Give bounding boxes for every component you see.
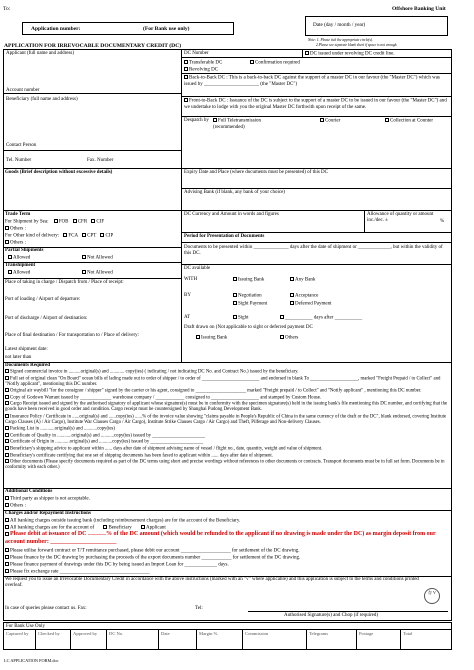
request-text: We request you to issue an Irrevocable Documentary Credit in accordance with the above instructions (marked with an "√" where applicable) and this application is subject to the terms and conditions printed overleaf. [5,577,419,588]
place-of-taking-label: Place of taking in charge / Dispatch from / Place of receipt: [5,280,124,285]
doc-item-text: Full set of original clean "On Board" ocean bills of lading made out to order of shipper / to order of ________________________ and endorsed in blank To ____________________, marked "Freight Prepaid / to Collect" and "Notify applicant", mentioning this DC number. [5,376,441,387]
col-label: Approved by [73,631,98,636]
goods-label: Goods (Brief description without excessive details) [5,170,113,175]
table-cell[interactable] [71,630,107,650]
sight-option[interactable] [233,315,249,322]
front-to-back-label: Front-to-Back DC : Issuance of the DC is subject to the support of a master DC to be issued in our favour (the "Master DC") and we undertake to lodge with you the original Master DC forthwith upon receipt of the same. [184,98,447,110]
col-label: Checked by [38,631,60,636]
table-cell[interactable] [197,630,243,650]
table-cell[interactable] [107,630,159,650]
checkbox[interactable] [103,525,107,529]
authorised-signature-label: Authorised Signature(s) and Chop (if required) [284,613,379,618]
checkbox[interactable] [5,503,9,507]
doc-item-text: Copy of Godown Warrant issued by _____________ warehouse company / ____________ consigned to ____________________ and stamped by Custom House. [10,395,322,401]
to-label: To: [3,6,11,12]
doc-item-text: Beneficiary's certificate certifying that one set of shipping documents has been faxed to applicant within ...... days after date of shipment. [10,453,273,459]
doc-item-text: Certificate of Quality in ............original(s) and ...........copy(ies) issued by ______________________ [10,433,206,439]
col-label: Captured by [6,631,29,636]
checkbox[interactable] [5,369,9,373]
checkbox[interactable] [5,388,9,392]
charges-title: Charges and/or Repayment Instructions [5,511,91,516]
port-loading-label: Port of loading / Airport of departure: [5,297,81,302]
checkbox[interactable] [290,293,294,297]
any-bank-label: Any Bank [295,277,316,283]
draft-others-option[interactable] [280,335,298,342]
checkbox[interactable] [82,255,86,259]
checkbox[interactable] [5,240,9,244]
third-party-label: Third party as shipper is not acceptable. [10,496,90,502]
cpt-label: CPT [87,233,97,239]
with-label: WITH [184,277,198,282]
doc-item[interactable] [5,388,450,394]
checkbox[interactable] [5,426,9,430]
checkbox[interactable] [5,439,9,443]
tranship-not-allowed[interactable] [82,270,113,277]
tranship-allowed[interactable] [8,270,30,277]
bank-use-cols [4,630,451,650]
note-1: Note: 1. Please tick the appropriate circle(s). [308,38,374,42]
additional-others-option[interactable] [5,503,26,510]
doc-item-text: Cargo Receipt issued and signed by the authorised signatory of applicant whose signature(s) must be in conformity with the specimen signature(s) held in the issuing bank's file mentioning this DC number, and certifying that the goods have been received in good order and condition. Cargo receipt must be countersigned by Shanghai Pudong Development Bank. [5,401,448,413]
margin-deposit-instruction[interactable] [5,531,447,546]
front-to-back-option[interactable] [184,98,449,111]
checkbox[interactable] [184,60,188,64]
revolving-label: Revolving DC [189,67,219,73]
third-party-option[interactable] [5,496,90,503]
allowed-label: Allowed [13,270,31,276]
doc-item-text: Certificate of Origin in ............original(s) and ...........copy(ies) issued by ______________________ [10,439,204,445]
checkbox[interactable] [141,525,145,529]
confirmation-label: Confirmation required [255,60,300,66]
charges-line2-text: All banking charges are for the account of [10,525,95,531]
checkbox[interactable] [5,548,9,552]
despatch-label: Despatch by [184,118,209,123]
charges-line3-text: Please utilise forward contract or T/T remittance purchased, please debit our account ____________________ for settlement of the DC drawing. [10,548,300,554]
bank-use-header-row [4,623,451,630]
checkbox[interactable] [5,395,9,399]
checkbox[interactable] [8,255,12,259]
col-label: Total [403,631,413,636]
doc-item[interactable] [5,376,450,388]
doc-item[interactable] [5,395,450,401]
divider [3,210,452,211]
sight-payment-option[interactable] [233,301,267,308]
others2-label: Others : [10,240,26,246]
col-label: Telegrams [309,631,329,636]
checkbox[interactable] [63,233,67,237]
documents-title: Documents Required [5,363,51,368]
allowance-label: Allowance of quantity or amount inc./dec. ± [367,212,434,223]
charges-line-6[interactable] [5,569,150,576]
bank-use-table [3,622,452,650]
checkbox[interactable] [91,219,95,223]
transferable-label: Transferable DC [189,60,223,66]
divider [364,210,365,232]
checkbox[interactable] [385,118,389,122]
fob-label: FOB [58,219,69,225]
charges-applicant-label: Applicant [146,525,166,531]
checkbox[interactable] [233,293,237,297]
doc-item-text: Original air waybill "for the consignor / shipper" signed by the carrier or his agent, consigned to _____________________ marked "Freight prepaid / to Collect" and "Notify applicant" , mentioning this DC number. [10,388,422,394]
revolving-credit-option[interactable] [305,51,395,58]
other-kind-delivery [5,233,113,240]
checkbox[interactable] [82,233,86,237]
stamp-text: 存 V [428,590,436,595]
margin-deposit-text: Please debit at issuance of DC ………% of the DC amount (which would be refunded to the applicant if no drawing is made under the DC) as margin deposit from our account number: ______________________ [5,531,436,545]
doc-item[interactable] [5,446,450,452]
doc-item[interactable] [5,369,450,375]
form-title: APPLICATION FOR IRREVOCABLE DOCUMENTARY CREDIT (DC) [4,43,182,49]
checkbox[interactable] [233,301,237,305]
checkbox[interactable] [5,376,9,380]
trade-term-title: Trade Term [5,212,31,217]
not-later-than-label: not later than [5,355,32,360]
negotiation-label: Negotiation [238,293,262,299]
days-after-label: ___________ days after ___________ [285,315,363,321]
issued-under-label: DC issued under revolving DC credit line. [310,51,395,57]
checkbox[interactable] [290,277,294,281]
date-label: Date (day / month / year) [313,22,366,28]
table-cell[interactable] [36,630,71,650]
divider [3,362,452,363]
checkbox[interactable] [5,226,9,230]
col-label: Date [161,631,170,636]
checkbox[interactable] [5,433,9,437]
charges-beneficiary-label: Beneficiary [108,525,132,531]
place-final-label: Place of final destination / For transportation to / Place of delivery: [5,333,139,338]
additional-title: Additional Conditions [5,489,53,494]
table-cell[interactable] [159,630,197,650]
checkbox[interactable] [100,233,104,237]
days-after-option[interactable] [280,315,362,322]
date-field[interactable] [305,16,448,36]
account-number-label: Account number [6,88,40,93]
at-label: AT [184,315,191,320]
divider [181,264,452,265]
doc-item[interactable] [5,453,450,459]
application-number-box[interactable] [22,22,234,35]
note-2: 2.Please see separate blank sheet if space is not enough. [316,43,398,47]
table-cell[interactable] [357,630,401,650]
shipment-by-sea [5,219,104,226]
divider [181,232,452,233]
divider [3,150,181,151]
acceptance-option[interactable] [290,293,318,300]
other-kind-label: For Other kind of delivery: [5,233,60,239]
checkbox[interactable] [5,555,9,559]
charges-line1-text: All banking charges outside issuing bank (including reimbursement charges) are for the account of the Beneficiary. [10,518,241,524]
col-label: Commission [245,631,269,636]
checkbox[interactable] [5,569,9,573]
charges-line-1[interactable] [5,518,240,525]
any-bank-option[interactable] [290,277,315,284]
form-filename: LC APPLICATION FORM.doc [4,658,59,663]
col-label: DC No. [109,631,124,636]
charges-line-3[interactable] [5,548,299,555]
expiry-label: Expiry Date and Place (where documents must be presented) of this DC [184,170,328,175]
latest-shipment-label: Latest shipment date: [5,347,48,352]
checkbox[interactable] [82,270,86,274]
not-allowed-label: Not Allowed [87,270,113,276]
documents-list [5,369,450,472]
stamp-icon [424,588,440,604]
charges-line4-text: Please finance by the DC drawing by purchasing the proceeds of the export documents number ____________ for settlement of the DC drawing. [10,555,301,561]
fax-label: Fax. Number [87,158,114,163]
table-cell[interactable] [243,630,307,650]
checkbox[interactable] [320,118,324,122]
divider [181,73,452,74]
doc-item-text: Packing List in ............original(s) and ...........copy(ies) [10,426,115,432]
collection-label: Collection at Counter [390,118,434,124]
back-to-back-label: Back-to-Back DC : This is a back-to-back DC against the support of a master DC in our favour (the "Master DC") which was issued by ______________________ (the "Master DC") [184,75,440,87]
advising-bank-label: Advising Bank (if blank, any bank of your choice) [184,190,285,195]
sea-label: For Shipment by Sea: [5,219,49,225]
draft-issuing-bank-option[interactable] [196,335,227,342]
deferred-payment-label: Deferred Payment [295,301,332,307]
others-label: Others [285,335,299,341]
table-cell[interactable] [4,630,36,650]
partial-allowed[interactable] [8,255,30,262]
applicant-label: Applicant (full name and address) [6,51,75,56]
courier-option[interactable] [320,118,340,125]
divider [181,116,452,117]
divider [181,242,452,243]
sight-payment-label: Sight Payment [238,301,268,307]
not-allowed-label: Not Allowed [87,255,113,261]
checkbox[interactable] [73,219,77,223]
cfr-label: CFR [77,219,88,225]
charges-line6-text: Please fix exchange rate ____________________________________ [10,569,150,575]
others-delivery[interactable] [5,240,26,247]
period-title: Period for Presentation of Documents [184,234,265,239]
table-cell[interactable] [307,630,357,650]
bank-unit: Offshore Banking Unit [392,6,446,12]
checkbox[interactable] [213,118,217,122]
divider [181,49,182,168]
checkbox[interactable] [5,453,9,457]
dc-available-label: DC available [184,266,211,271]
full-teletransmission-option[interactable] [213,118,293,131]
courier-label: Courier [325,118,341,124]
port-discharge-label: Port of discharge / Airport of destination: [5,316,88,321]
sight-label: Sight [238,315,249,321]
table-cell[interactable] [401,630,453,650]
checkbox[interactable] [5,525,9,529]
back-to-back-option[interactable] [184,75,449,88]
divider [181,188,452,189]
divider [3,168,452,169]
others-label: Others : [10,503,26,509]
charges-line-4[interactable] [5,555,300,562]
checkbox[interactable] [54,219,58,223]
cif-label: CIF [96,219,105,225]
doc-item-text: Beneficiary's shipping advice to applicant within ...... days after date of shipment advising name of vessel / flight no., date, quantity, weight and value of shipment. [10,446,323,452]
doc-item-text: Other documents (Please specify documents required as part of the DC terms using short and precise wordings without references to other documents or contracts. Transport documents must be in full set form. Documents be in conformity with each other.) [5,459,445,471]
dc-number-label: DC Number [184,51,209,56]
by-label: BY [184,293,191,298]
partial-shipments-title: Partial Shipments [5,248,44,253]
checkbox[interactable] [184,67,188,71]
queries-label: In case of queries please contact us. Fax: [5,606,87,611]
transferable-option[interactable] [184,60,222,67]
checkbox[interactable] [5,532,9,536]
currency-amount-label: DC Currency and Amount in words and figures [184,212,279,217]
checkbox[interactable] [250,60,254,64]
col-label: Margin % [199,631,218,636]
pct-label: % [440,219,445,224]
full-tele-label: Full Teletransmission (recommended) [213,118,262,130]
checkbox[interactable] [5,414,9,418]
fca-label: FCA [68,233,78,239]
negotiation-option[interactable] [233,293,262,300]
checkbox[interactable] [5,518,9,522]
divider [3,278,181,279]
bank-use-label: For Bank Use Only [6,624,46,629]
transhipment-title: Transhipment [5,263,36,268]
beneficiary-label: Beneficiary (full name and address) [6,97,78,102]
cip-label: CIP [105,233,114,239]
checkbox[interactable] [5,446,9,450]
deferred-payment-option[interactable] [290,301,332,308]
charges-line5-text: Please finance payment of drawings under this DC by being issued an Import Loan for _____________ days. [10,562,229,568]
col-label: Postage [359,631,374,636]
checkbox[interactable] [184,98,188,102]
charges-line-5[interactable] [5,562,229,569]
doc-item[interactable] [5,459,450,471]
checkbox[interactable] [233,315,237,319]
checkbox[interactable] [5,496,9,500]
checkbox[interactable] [305,51,309,55]
divider [181,96,452,97]
collection-option[interactable] [385,118,445,125]
checkbox[interactable] [196,335,200,339]
issuing-bank2-label: Issuing Bank [201,335,228,341]
tel-label: Tel. Number [6,158,32,163]
checkbox[interactable] [5,401,9,405]
doc-item[interactable] [5,426,450,432]
doc-item[interactable] [5,433,450,439]
confirmation-option[interactable] [250,60,300,67]
checkbox[interactable] [8,270,12,274]
doc-item-text: Insurance Policy / Certificate in ......original(s) and ......copy(ies) ......% of the invoice value showing "claims payable in People's Republic of China in the same currency of the draft or the DC", blank endorsed, covering Institute Cargo Clauses (A) / Air Cargo), Institute War Clauses Cargo / Air Cargo), Institute Strike Clauses Cargo / Air Cargo) and Theft, Pilferage and Non-delivery Clauses. [5,414,447,425]
others-sea[interactable] [5,226,26,233]
signature-line[interactable] [248,611,448,612]
doc-item[interactable] [5,401,450,413]
app-number-label: Application number: [31,26,81,32]
period-text: Documents to be presented within ______________ days after the date of shipment or _____________, but within the validity of this DC. [184,245,443,256]
checkbox[interactable] [5,459,9,463]
doc-item[interactable] [5,439,450,445]
draft-drawn-label: Draft drawn on (Not applicable to sight or deferred payment DC [184,325,313,330]
checkbox[interactable] [280,335,284,339]
checkbox[interactable] [5,562,9,566]
checkbox[interactable] [184,75,188,79]
checkbox[interactable] [290,301,294,305]
bank-use-only-label: (For Bank use only) [143,26,190,32]
contact-person-label: Contact Person [6,143,37,148]
allowed-label: Allowed [13,255,31,261]
checkbox[interactable] [280,315,284,319]
doc-item[interactable] [5,414,450,426]
issuing-bank-option[interactable] [233,277,264,284]
divider [3,488,452,489]
checkbox[interactable] [233,277,237,281]
acceptance-label: Acceptance [295,293,319,299]
tel-label: Tel: [195,606,203,611]
others-label: Others : [10,226,26,232]
doc-item-text: Signed commercial invoice in ..........original(s) and ............ copy(ies) ( indicating / not indicating DC No. and Contract No.) issued by the beneficiary. [10,369,299,375]
partial-not-allowed[interactable] [82,255,113,262]
issuing-bank-label: Issuing Bank [238,277,265,283]
divider [302,49,303,58]
